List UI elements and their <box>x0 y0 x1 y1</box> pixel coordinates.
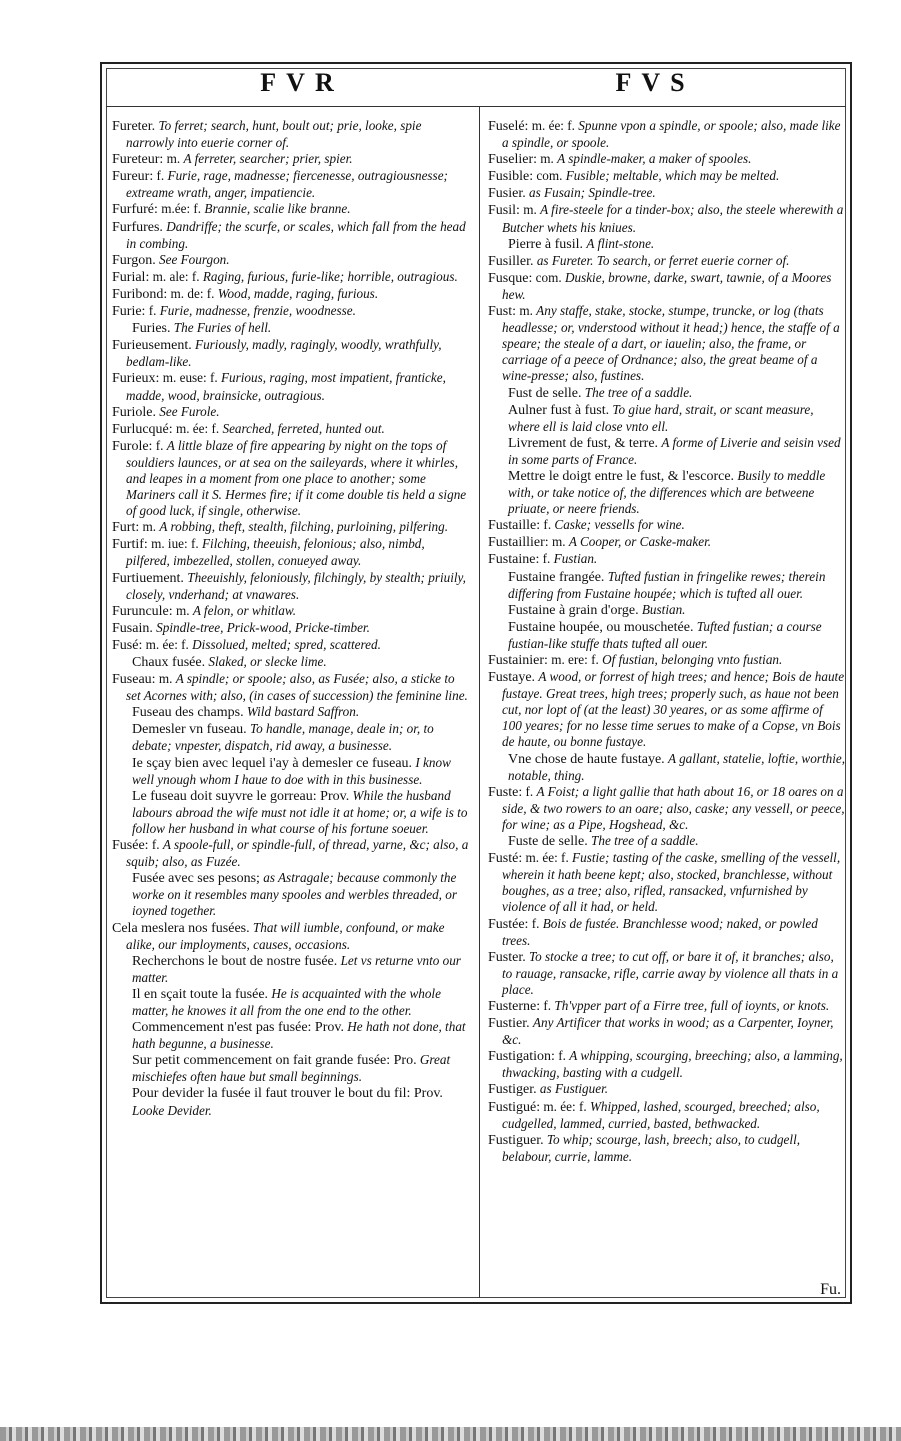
entry-headword: Fustiger. <box>488 1082 537 1098</box>
entry-gloss: Furious, raging, most impatient, franticke, madde, wood, brainsicke, outragious. <box>126 370 446 403</box>
entry-gloss: Slaked, or slecke lime. <box>208 654 327 669</box>
entry-gloss: To giue hard, strait, or scant measure, where ell is laid close vnto ell. <box>508 401 814 434</box>
entry-headword: Fustaine houpée, ou mouschetée. <box>508 619 694 635</box>
dictionary-entry <box>488 151 845 168</box>
entry-headword: Fusque: <box>488 270 533 286</box>
dictionary-entry <box>488 1132 845 1165</box>
header-rule <box>106 106 846 107</box>
entry-headword: Fustiguer. <box>488 1132 544 1148</box>
entry-gloss: as Fustiguer. <box>539 1081 609 1097</box>
dictionary-entry <box>112 920 469 953</box>
entry-gloss: See Fourgon. <box>159 251 230 267</box>
entry-grammar: m. ée: f. <box>543 1098 587 1114</box>
dictionary-entry <box>118 755 469 788</box>
entry-gloss: Any staffe, stake, stocke, stumpe, truncke, or log (thats headlesse; or, vnderstood without it head;) hence, the staffe of a speare; the steale of a dart, or iauelin; also, the frame, or carriage of a peece of Ordnance; also, the great beame of a wine-presse; also, fustines. <box>502 303 840 384</box>
entry-headword: Furt: <box>112 520 140 536</box>
entry-gloss: Looke Devider. <box>132 1102 212 1118</box>
entry-grammar: m. <box>158 671 173 687</box>
entry-headword: Furfures. <box>112 219 163 235</box>
entry-headword: Fusée: <box>112 838 149 854</box>
entry-headword: Fureter. <box>112 119 156 134</box>
dictionary-entry <box>118 870 469 919</box>
entry-grammar: m. ere: f. <box>551 652 599 667</box>
dictionary-entry <box>494 619 845 652</box>
entry-headword: Mettre le doigt entre le fust, & l'escorce. <box>508 468 735 484</box>
entry-headword: Pierre à fusil. <box>508 236 584 252</box>
entry-gloss: Great mischiefes often haue but small beginnings. <box>132 1052 451 1085</box>
dictionary-entry <box>118 721 469 754</box>
dictionary-entry <box>488 1099 845 1132</box>
entry-headword: Fust de selle. <box>508 385 582 401</box>
entry-gloss: Spindle-tree, Prick-wood, Pricke-timber. <box>156 619 370 635</box>
entry-gloss: That will iumble, confound, or make alike, our imployments, causes, occasions. <box>126 919 445 952</box>
entry-grammar: m. <box>142 519 157 535</box>
entry-grammar: f. <box>543 997 552 1013</box>
column-divider <box>479 107 480 1298</box>
entry-headword: Fureteur: <box>112 152 164 168</box>
entry-headword: Cela meslera nos fusées. <box>112 920 250 936</box>
entry-gloss: The Furies of hell. <box>173 320 272 336</box>
dictionary-entry <box>494 751 845 784</box>
entry-headword: Recherchons le bout de nostre fusée. <box>132 953 338 969</box>
entry-grammar: f. <box>531 915 540 931</box>
entry-headword: Fustée: <box>488 916 529 932</box>
dictionary-entry <box>494 402 845 435</box>
entry-gloss: Duskie, browne, darke, swart, tawnie, of a Moores hew. <box>502 269 832 302</box>
entry-gloss: A fire-steele for a tinder-box; also, the steele wherewith a Butcher whets his kniues. <box>502 202 844 235</box>
entry-grammar: f. <box>525 783 534 799</box>
entry-headword: Furlucqué: <box>112 421 173 437</box>
entry-gloss: A flint-stone. <box>586 235 655 251</box>
entry-gloss: Theeuishly, feloniously, filchingly, by stealth; priuily, closely, vnderhand; at vnawares. <box>126 569 466 602</box>
entry-headword: Fustaille: <box>488 518 541 534</box>
entry-gloss: Furie, rage, madnesse; fiercenesse, outragiousnesse; extreame wrath, anger, impatiencie. <box>126 168 448 201</box>
dictionary-entry <box>488 1048 845 1081</box>
dictionary-entry <box>488 303 845 384</box>
entry-gloss: Let vs returne vnto our matter. <box>132 952 461 985</box>
entry-headword: Fusil: <box>488 203 520 219</box>
entry-headword: Furgon. <box>112 252 156 268</box>
entry-gloss: as Fusain; Spindle-tree. <box>529 185 656 201</box>
dictionary-entry <box>488 669 845 750</box>
dictionary-entry <box>112 269 469 286</box>
entry-grammar: com. <box>536 168 563 184</box>
entry-gloss: Any Artificer that works in wood; as a Carpenter, Ioyner, &c. <box>502 1015 834 1048</box>
dictionary-entry <box>112 252 469 269</box>
entry-headword: Furieusement. <box>112 338 192 354</box>
entry-gloss: I know well ynough whom I haue to doe with in this businesse. <box>132 754 451 787</box>
entry-headword: Fustigation: <box>488 1049 555 1065</box>
entry-grammar: m. <box>519 303 533 319</box>
entry-gloss: Dissolued, melted; spred, scattered. <box>192 636 381 652</box>
right-column <box>488 118 845 1165</box>
scan-edge-strip <box>0 1427 901 1441</box>
entry-headword: Fusier. <box>488 186 526 202</box>
entry-headword: Fuste: <box>488 784 523 800</box>
entry-headword: Fustaye. <box>488 670 536 686</box>
entry-gloss: Furie, madnesse, frenzie, woodnesse. <box>159 303 356 319</box>
dictionary-entry <box>112 168 469 201</box>
dictionary-entry <box>488 202 845 235</box>
entry-gloss: Of fustian, belonging vnto fustian. <box>602 652 783 667</box>
entry-headword: Vne chose de haute fustaye. <box>508 751 665 767</box>
entry-headword: Furole: <box>112 438 153 454</box>
entry-gloss: as Fureter. To search, or ferret euerie corner of. <box>536 252 790 268</box>
entry-headword: Le fuseau doit suyvre le gorreau: Prov. <box>132 788 350 804</box>
dictionary-entry <box>488 118 845 151</box>
dictionary-entry <box>112 286 469 303</box>
entry-headword: Furuncule: <box>112 603 173 619</box>
entry-headword: Fustier. <box>488 1016 530 1032</box>
entry-headword: Demesler vn fuseau. <box>132 722 247 738</box>
dictionary-entry <box>488 850 845 915</box>
dictionary-entry <box>112 519 469 536</box>
entry-gloss: Bois de fustée. Branchlesse wood; naked, or powled trees. <box>502 915 818 948</box>
entry-gloss: A Foist; a light gallie that hath about 16, or 18 oares on a side, & two rowers to an oare; also, caske; any vessell, or peece, for wine; as a Pipe, Hogshead, &c. <box>502 783 845 832</box>
entry-headword: Fuster. <box>488 949 526 965</box>
entry-gloss: Furiously, madly, ragingly, woodly, wrathfully, bedlam-like. <box>126 337 442 370</box>
entry-grammar: m. <box>540 151 554 167</box>
entry-headword: Fusée avec ses pesons; <box>132 871 260 887</box>
dictionary-entry <box>488 916 845 949</box>
dictionary-entry <box>112 118 469 151</box>
dictionary-entry <box>112 219 469 252</box>
dictionary-entry <box>112 421 469 438</box>
entry-gloss: A little blaze of fire appearing by night on the tops of souldiers launces, or at sea on the saileyards, where it whirles, and leapes in a moment from one place to another; some Mariners call it S. Hermes fire; if it come double tis held a signe of good luck, if single, otherwise. <box>126 437 467 519</box>
dictionary-entry <box>112 303 469 320</box>
entry-grammar: m. ale: f. <box>152 268 200 284</box>
entry-gloss: Fustian. <box>553 551 598 567</box>
dictionary-entry <box>112 603 469 620</box>
entry-gloss: A ferreter, searcher; prier, spier. <box>183 151 353 167</box>
dictionary-entry <box>112 370 469 403</box>
entry-gloss: While the husband labours abroad the wife must not idle it at home; or, a wife is to follow her husband in what course of his fortune soeuer. <box>132 787 468 836</box>
dictionary-entry <box>488 270 845 303</box>
entry-grammar: f. <box>558 1048 566 1064</box>
entry-gloss: Raging, furious, furie-like; horrible, outragious. <box>202 268 458 284</box>
dictionary-entry <box>118 320 469 337</box>
entry-gloss: Fusible; meltable, which may be melted. <box>565 168 780 184</box>
entry-headword: Fureur: <box>112 169 154 185</box>
entry-headword: Commencement n'est pas fusée: Prov. <box>132 1020 344 1036</box>
dictionary-entry <box>488 949 845 998</box>
entry-gloss: A whipping, scourging, breeching; also, a lamming, thwacking, basting with a cudgell. <box>502 1048 843 1081</box>
entry-gloss: Searched, ferreted, hunted out. <box>222 420 385 436</box>
dictionary-entry <box>118 1085 469 1118</box>
entry-headword: Furfuré: <box>112 202 158 218</box>
entry-grammar: m. <box>175 602 190 618</box>
dictionary-entry <box>112 337 469 370</box>
entry-grammar: m. <box>523 202 537 218</box>
entry-gloss: Tufted fustian in fringelike rewes; therein differing from Fustaine houpée; which is tufted all ouer. <box>508 568 826 601</box>
entry-grammar: com. <box>535 269 562 285</box>
entry-gloss: Fustie; tasting of the caske, smelling of the vessell, wherein it hath beene kept; also, stocked, branchlesse, without boughes, as a tree; also, rifled, ransacked, vnfurnished by violence of all it had, or held. <box>502 850 841 915</box>
dictionary-entry <box>118 953 469 986</box>
entry-headword: Fusé: <box>112 637 143 653</box>
entry-gloss: A spoole-full, or spindle-full, of thread, yarne, &c; also, a squib; also, as Fuzée. <box>126 837 469 870</box>
dictionary-entry <box>494 833 845 850</box>
dictionary-entry <box>112 151 469 168</box>
entry-headword: Fustainier: <box>488 653 548 668</box>
entry-headword: Furtiuement. <box>112 570 184 586</box>
entry-grammar: m. <box>551 534 566 550</box>
entry-grammar: f. <box>148 303 157 319</box>
dictionary-entry <box>494 236 845 253</box>
dictionary-entry <box>488 534 845 551</box>
dictionary-entry <box>488 998 845 1015</box>
running-head-right: FVS <box>615 68 695 97</box>
entry-headword: Fuste de selle. <box>508 834 588 850</box>
entry-grammar: m.ée: f. <box>161 201 202 217</box>
entry-grammar: m. ée: f. <box>175 420 220 436</box>
dictionary-entry <box>494 569 845 602</box>
entry-gloss: Brannie, scalie like branne. <box>204 201 351 217</box>
entry-gloss: To whip; scourge, lash, breech; also, to cudgell, belabour, currie, lamme. <box>502 1131 801 1164</box>
entry-gloss: Spunne vpon a spindle, or spoole; also, made like a spindle, or spoole. <box>502 118 841 151</box>
dictionary-entry <box>118 1019 469 1052</box>
dictionary-entry <box>494 435 845 468</box>
entry-gloss: A forme of Liverie and seisin vsed in some parts of France. <box>508 434 841 467</box>
dictionary-entry <box>118 654 469 671</box>
dictionary-entry <box>112 536 469 569</box>
entry-headword: Il en sçait toute la fusée. <box>132 986 269 1002</box>
entry-headword: Pour devider la fusée il faut trouver le bout du fil: Prov. <box>132 1086 443 1102</box>
entry-grammar: f. <box>156 168 165 184</box>
dictionary-entry <box>112 671 469 704</box>
entry-headword: Fustaine frangée. <box>508 569 605 585</box>
dictionary-entry <box>112 438 469 519</box>
entry-gloss: Filching, theeuish, felonious; also, nimbd, pilfered, imbezelled, stollen, conueyed away. <box>126 536 425 569</box>
dictionary-entry <box>494 468 845 517</box>
entry-grammar: m. ée: f. <box>145 636 189 652</box>
entry-headword: Livrement de fust, & terre. <box>508 435 659 451</box>
entry-gloss: The tree of a saddle. <box>584 384 693 400</box>
entry-headword: Fustaine: <box>488 552 540 568</box>
entry-gloss: A spindle-maker, a maker of spooles. <box>557 151 752 167</box>
entry-grammar: f. <box>543 517 552 533</box>
dictionary-entry <box>112 201 469 218</box>
dictionary-entry <box>112 404 469 421</box>
dictionary-entry <box>488 652 845 669</box>
dictionary-entry <box>118 1052 469 1085</box>
entry-headword: Fuseau des champs. <box>132 705 244 721</box>
entry-headword: Fuselé: <box>488 119 529 134</box>
entry-gloss: To handle, manage, deale in; or, to debate; vnpester, dispatch, rid away, a businesse. <box>132 721 434 754</box>
dictionary-entry <box>118 788 469 837</box>
entry-headword: Fusterne: <box>488 998 541 1014</box>
entry-headword: Fustaine à grain d'orge. <box>508 602 639 618</box>
dictionary-entry <box>112 570 469 603</box>
entry-headword: Furibond: <box>112 286 168 302</box>
entry-gloss: The tree of a saddle. <box>591 833 699 849</box>
entry-gloss: Dandriffe; the scurfe, or scales, which fall from the head in combing. <box>126 218 466 251</box>
entry-headword: Furieux: <box>112 371 160 387</box>
entry-headword: Furies. <box>132 321 171 337</box>
entry-headword: Fust: <box>488 304 517 320</box>
dictionary-entry <box>488 551 845 568</box>
entry-headword: Fusiller. <box>488 253 534 269</box>
left-column <box>112 118 469 1119</box>
entry-headword: Furiole. <box>112 404 156 420</box>
dictionary-entry <box>488 253 845 270</box>
entry-gloss: A gallant, statelie, loftie, worthie, notable, thing. <box>508 750 846 783</box>
entry-grammar: m. euse: f. <box>162 370 218 386</box>
entry-headword: Ie sçay bien avec lequel i'ay à demesler ce fuseau. <box>132 755 413 771</box>
entry-headword: Fuselier: <box>488 152 537 168</box>
entry-grammar: f. <box>151 837 160 853</box>
dictionary-entry <box>488 1015 845 1048</box>
dictionary-entry <box>494 385 845 402</box>
entry-gloss: To stocke a tree; to cut off, or bare it of, it branches; also, to rauage, ransacke, rifle, carrie away by violence all thats in a place. <box>502 948 839 997</box>
entry-gloss: Bustian. <box>641 601 686 617</box>
entry-gloss: Whipped, lashed, scourged, breeched; also, cudgelled, lammed, curried, basted, bethwacked. <box>502 1098 820 1131</box>
entry-gloss: A felon, or whitlaw. <box>192 602 296 618</box>
dictionary-entry <box>118 986 469 1019</box>
entry-gloss: Wood, madde, raging, furious. <box>217 285 379 301</box>
running-head-left: FVR <box>260 68 344 97</box>
entry-gloss: See Furole. <box>159 403 220 419</box>
entry-headword: Furial: <box>112 269 150 285</box>
entry-gloss: Tufted fustian; a course fustian-like stuffe thats tufted all ouer. <box>508 618 822 651</box>
entry-gloss: A Cooper, or Caske-maker. <box>568 534 712 550</box>
dictionary-entry <box>488 168 845 185</box>
entry-grammar: m. de: f. <box>170 285 215 301</box>
dictionary-entry <box>112 637 469 654</box>
entry-gloss: He hath not done, that hath begunne, a businesse. <box>132 1019 466 1052</box>
entry-gloss: A robbing, theft, stealth, filching, purloining, pilfering. <box>159 519 449 535</box>
dictionary-entry <box>112 837 469 870</box>
dictionary-entry <box>488 1081 845 1098</box>
entry-gloss: Caske; vessells for wine. <box>554 517 685 533</box>
entry-grammar: f. <box>542 551 551 567</box>
dictionary-entry <box>118 704 469 721</box>
entry-gloss: A wood, or forrest of high trees; and hence; Bois de haute fustaye. Great trees, high trees; properly such, as haue not been cut, nor lopt of (at the least) 30 yeares, or as some affirme of 100 yeares; for no lesse time serues to make of a Copse, vn Bois de haute, ou bonne fustaye. <box>502 669 845 750</box>
entry-headword: Fusible: <box>488 169 534 185</box>
entry-grammar: m. <box>166 151 181 167</box>
entry-headword: Chaux fusée. <box>132 655 206 670</box>
entry-headword: Fustigué: <box>488 1099 541 1115</box>
entry-headword: Fustaillier: <box>488 535 549 551</box>
entry-grammar: m. ée: f. <box>525 850 569 866</box>
dictionary-entry <box>488 517 845 534</box>
entry-gloss: A spindle; or spoole; also, as Fusée; also, a sticke to set Acornes with; also, (in cases of succession) the feminine line. <box>126 671 468 704</box>
entry-grammar: f. <box>155 437 164 453</box>
entry-gloss: as Astragale; because commonly the worke on it resembles many spooles and werbles threaded, or ioyned together. <box>132 870 458 919</box>
entry-gloss: Wild bastard Saffron. <box>246 704 360 720</box>
entry-headword: Fusté: <box>488 851 523 867</box>
entry-headword: Sur petit commencement on fait grande fusée: Pro. <box>132 1053 417 1069</box>
entry-headword: Fuseau: <box>112 672 156 688</box>
dictionary-entry <box>112 620 469 637</box>
catchword: Fu. <box>820 1281 841 1298</box>
entry-headword: Aulner fust à fust. <box>508 402 610 418</box>
entry-headword: Furtif: <box>112 537 148 553</box>
dictionary-entry <box>488 185 845 202</box>
entry-gloss: He is acquainted with the whole matter, he knowes it all from the one end to the other. <box>132 985 441 1018</box>
dictionary-entry <box>494 602 845 619</box>
entry-headword: Furie: <box>112 304 146 320</box>
entry-headword: Fusain. <box>112 620 153 636</box>
entry-grammar: m. ée: f. <box>531 118 575 133</box>
entry-gloss: Busily to meddle with, or take notice of, the differences which are betweene priuate, or neere friends. <box>508 467 826 517</box>
entry-gloss: Th'vpper part of a Firre tree, full of ioynts, or knots. <box>554 997 830 1013</box>
entry-grammar: m. iue: f. <box>151 536 199 552</box>
entry-gloss: To ferret; search, hunt, boult out; prie, looke, spie narrowly into euerie corner of. <box>126 118 422 151</box>
dictionary-entry <box>488 784 845 833</box>
